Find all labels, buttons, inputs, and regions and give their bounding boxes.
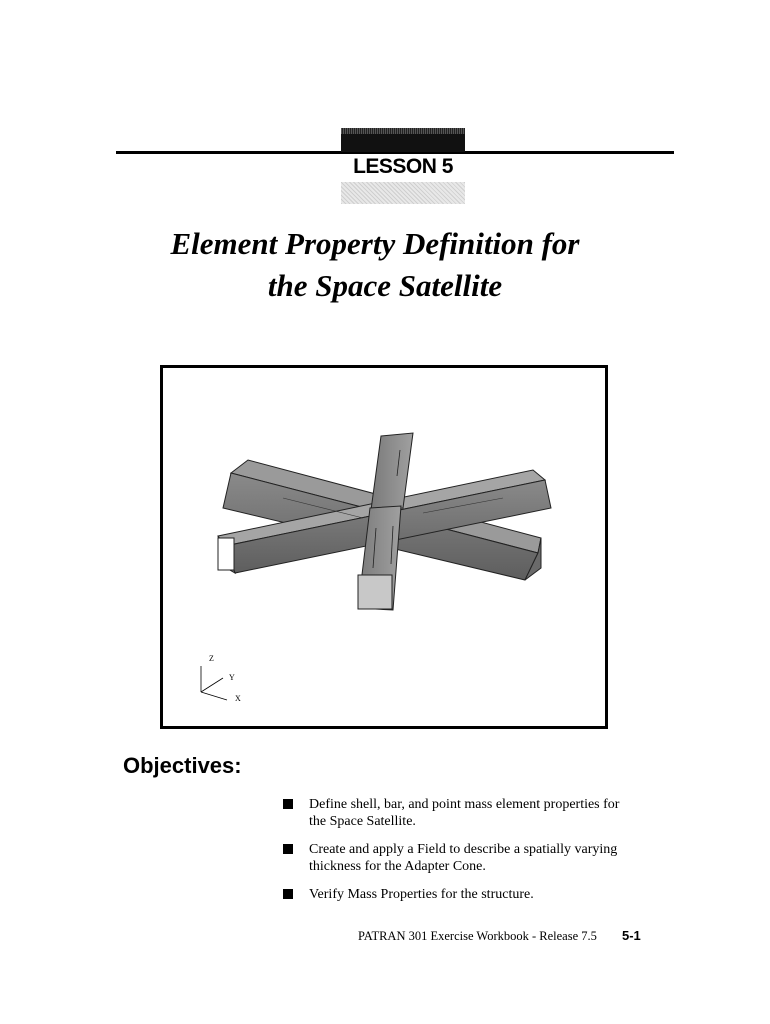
page-number: 5-1 xyxy=(622,928,641,943)
y-axis xyxy=(201,678,223,692)
page-title-line2: the Space Satellite xyxy=(267,268,503,303)
objective-item xyxy=(283,841,663,875)
bullet-square-icon xyxy=(283,799,293,809)
z-axis-label: Z xyxy=(209,654,214,663)
objective-line: the Space Satellite. xyxy=(309,814,416,829)
objective-item xyxy=(283,886,663,903)
bullet-square-icon xyxy=(283,844,293,854)
x-axis-label: X xyxy=(235,694,241,703)
page-title-line1: Element Property Definition for xyxy=(170,226,580,261)
objective-line: thickness for the Adapter Cone. xyxy=(309,859,486,874)
beam-b-end-face xyxy=(218,538,234,570)
lesson-label: LESSON 5 xyxy=(353,155,453,178)
objective-line: Define shell, bar, and point mass element properties for xyxy=(309,797,620,812)
objective-item xyxy=(283,796,663,830)
objectives-list xyxy=(283,796,663,914)
post-end xyxy=(358,575,392,609)
objective-line: Create and apply a Field to describe a spatially varying xyxy=(309,842,618,857)
bullet-square-icon xyxy=(283,889,293,899)
satellite-model-drawing xyxy=(163,368,605,726)
objective-line: Verify Mass Properties for the structure. xyxy=(309,887,534,902)
y-axis-label: Y xyxy=(229,673,235,682)
satellite-figure xyxy=(160,365,608,729)
lesson-shade xyxy=(341,182,465,204)
footer-text: PATRAN 301 Exercise Workbook - Release 7.5 xyxy=(358,929,597,943)
lesson-tab xyxy=(341,128,465,152)
x-axis xyxy=(201,692,227,700)
objectives-heading: Objectives: xyxy=(123,753,242,778)
